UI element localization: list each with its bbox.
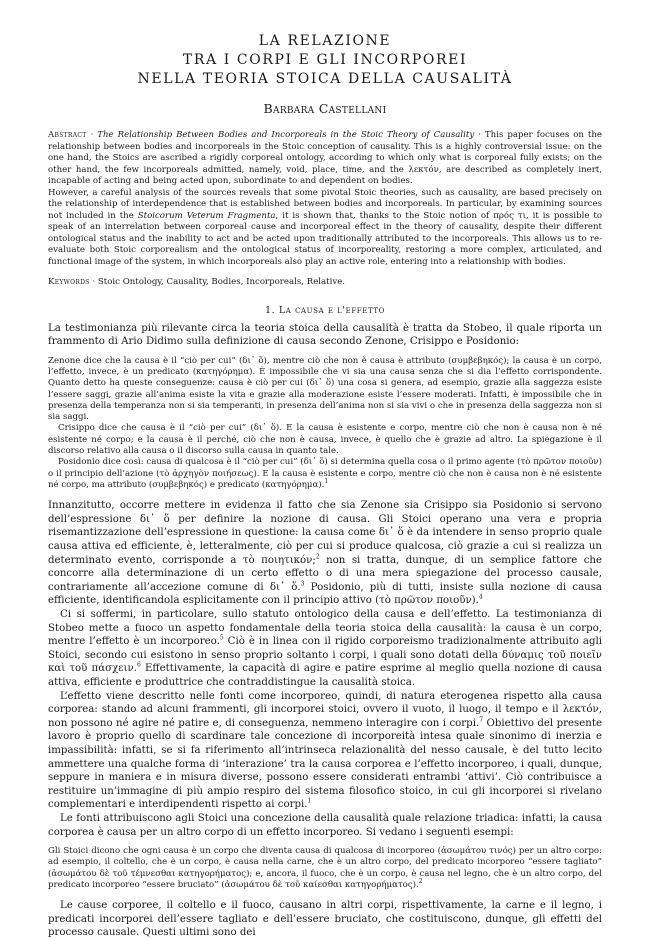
quote2-text xyxy=(48,846,602,891)
article-title xyxy=(48,32,602,89)
quote1-crisippo: Crisippo dice che causa è il “ciò per cui” (δι᾽ ὅ). E la causa è esistente e corpo, mentre ciò che non è causa non è né esistente né corpo; e la causa è il perché, ciò che non è causa, invece, è quello che è grazie ad altro. La spiegazione è il discorso relativo alla causa o il discorso sulla causa in quanto tale. xyxy=(48,423,602,457)
paragraph-2-text-c: Posidonio, più di tutti, insiste sulla nozione di causa efficiente, identificandola esplicitamente con il principio attivo (τὸ πρῶτον ποιοῦν). xyxy=(48,582,602,607)
title-line-3: NELLA TEORIA STOICA DELLA CAUSALITÀ xyxy=(48,70,602,89)
keywords xyxy=(48,277,602,289)
quote1-posidonio-text: Posidonio dice così: causa di qualcosa è il “ciò per cui” (δι᾽ ὅ) si determina quella cosa o il primo agente (τὸ πρῶτον ποιοῦν) o il principio dell’azione (τὸ ἀρχηγὸν ποιήσεως). E la causa è esistente e corpo, mentre ciò che non è causa non è né esistente né corpo, ma attributo (συμβεβηκός) e predicato (κατηγόρημα). xyxy=(48,457,602,490)
paragraph-2-text-a: Innanzitutto, occorre mettere in evidenza il fatto che sia Zenone sia Crisippo sia Posidonio si servono dell’espressione δι᾽ ὅ per definire la nozione di causa. Gli Stoici operano una vera e propria risemantizzazione dell’espressione in questione: la causa come δι᾽ ὅ è da intendere in senso proprio quale causa attiva ed efficiente, è, letteralmente, ciò per cui si produce qualcosa, ciò grazie a cui si realizza un determinato evento, corrisponde a τὸ ποιητικόν; xyxy=(48,500,602,565)
abstract-label: Abstract xyxy=(48,130,87,140)
section-heading: 1. La causa e l'effetto xyxy=(48,305,602,316)
title-line-1: LA RELAZIONE xyxy=(48,32,602,51)
block-quote-2 xyxy=(48,846,602,891)
keywords-text: · Stoic Ontology, Causality, Bodies, Incorporeals, Relative. xyxy=(90,277,345,287)
intro-paragraph: La testimonianza più rilevante circa la teoria stoica della causalità è tratta da Stobeo, il quale riporta un frammento di Ario Didimo sulla definizione di causa secondo Zenone, Crisippo e Posidonio: xyxy=(48,322,602,349)
abstract-text-2b: , it is shown that, thanks to the Stoic notion of πρός τι, it is possible to speak of an interrelation between corporeal cause and incorporeal effect in the theory of causality, despite their different ontological status and the inability to act and be acted upon traditionally attributed to the incorporeals. This allows us to re-evaluate both Stoic corporealism and the ontological status of incorporeality, restoring a more complex, articulated, and functional image of the system, in which incorporeals also play an active role, entering into a relationship with bodies. xyxy=(48,211,602,267)
paragraph-3-text-a: Ci si soffermi, in particolare, sullo statuto ontologico della causa e dell’effetto. La testimonianza di Stobeo mette a fuoco un aspetto fondamentale della teoria stoica della causalità: la causa è un corpo, mentre l’effetto è un incorporeo. xyxy=(48,609,602,647)
title-line-2: TRA I CORPI E GLI INCORPOREI xyxy=(48,51,602,70)
author-name: Barbara Castellani xyxy=(48,101,602,116)
quote2-body: Gli Stoici dicono che ogni causa è un corpo che diventa causa di qualcosa di incorporeo (ἀσωμάτου τινός) per un altro corpo: ad esempio, il coltello, che è un corpo, è causa nella carne, che è un altro corpo, del predicato incorporeo “essere tagliato” (ἀσωμάτου δὲ τοῦ τέμνεσθαι κατηγορήματος); e, ancora, il fuoco, che è un corpo, è causa nel legno, che è un altro corpo, del predicato incorporeo “essere bruciato” (ἀσωμάτου δὲ τοῦ καίεσθαι κατηγορήματος). xyxy=(48,846,602,890)
paragraph-4-text-a: L’effetto viene descritto nelle fonti come incorporeo, quindi, di natura eterogenea rispetto alla causa corporea: stando ad alcuni frammenti, gli incorporei stoici, ovvero il vuoto, il luogo, il tempo e il λεκτόν, non possono né agire né patire e, di conseguenza, nemmeno interagire con i corpi. xyxy=(48,691,602,729)
footnote-ref: 2 xyxy=(419,878,423,885)
footnote-ref: 4 xyxy=(479,594,483,601)
footnote-ref: 3 xyxy=(301,580,305,587)
abstract-paragraph-1 xyxy=(48,130,602,188)
abstract-text-2a: However, a careful analysis of the sources reveals that some pivotal Stoic theories, such as causality, are based precisely on the relationship of interdependence that is established between bodies and incorporeals. In particular, by examining sources not included in the xyxy=(48,188,602,221)
paragraph-4-text-b: Obiettivo del presente lavoro è proprio quello di scardinare tale concezione di incorporeità intesa quale sinonimo di inerzia e impassibilità: infatti, se si fa riferimento all’intrinseca relazionalità del nesso causale, è del tutto lecito ammettere una qualche forma di ‘interazione’ tra la causa corporea e l’effetto incorporeo, i quali, dunque, seppure in maniera e in misura diverse, possono essere considerati entrambi ‘attivi’. Ciò contribuisce a restituire un’immagine di più ampio respiro del sistema filosofico stoico, in cui gli incorporei si rivelano complementari e interdipendenti rispetto ai corpi. xyxy=(48,718,602,811)
quote1-zenone: Zenone dice che la causa è il “ciò per cui” (δι᾽ ὅ), mentre ciò che non è causa è attributo (συμβεβηκός); la causa è un corpo, l’effetto, invece, è un predicato (κατηγόρημα). È impossibile che vi sia una causa senza che si dia l’effetto corrispondente. Quanto detto ha queste conseguenze: causa è ciò per cui (δι᾽ ὅ) una cosa si genera, ad esempio, grazie alla saggezza esiste l’essere saggi, grazie all’anima esiste la vita e grazie alla moderazione esiste l’essere moderati. Infatti, è impossibile che in presenza della temperanza non si sia temperanti, in presenza dell’anima non si sia vivi o che in presenza della saggezza non si sia saggi. xyxy=(48,356,602,424)
abstract-paragraph-2 xyxy=(48,188,602,269)
block-quote-1 xyxy=(48,356,602,492)
quote1-posidonio xyxy=(48,457,602,491)
abstract xyxy=(48,130,602,268)
paragraph-2 xyxy=(48,499,602,608)
footnote-ref: 7 xyxy=(479,716,483,723)
abstract-separator: · xyxy=(87,130,98,140)
paragraph-2-text-b: non si tratta, dunque, di un semplice fattore che concorre alla determinazione di un certo effetto o di una mera spiegazione del processo causale, contrariamente all’accezione comune di δι᾽ ὅ. xyxy=(48,555,602,593)
abstract-svf-title: Stoicorum Veterum Fragmenta xyxy=(138,211,276,221)
abstract-text-1: · This paper focuses on the relationship between bodies and incorporeals in the Stoic conception of causality. This is a highly controversial issue: on the one hand, the Stoics are ascribed a rigidly corporeal ontology, according to which only what is corporeal fully exists; on the other hand, the few incorporeals admitted, namely, void, place, time, and the λεκτόν, are described as completely inert, incapable of acting and being acted upon, subordinate to and dependent on bodies. xyxy=(48,130,602,186)
footnote-ref: 2 xyxy=(316,553,320,560)
abstract-english-title: The Relationship Between Bodies and Incorporeals in the Stoic Theory of Causality xyxy=(97,130,474,140)
paragraph-3 xyxy=(48,608,602,690)
body-text xyxy=(48,322,602,940)
keywords-label: Keywords xyxy=(48,277,90,287)
paragraph-3-text-b: Ciò è in linea con il rigido corporeismo tradizionalmente attribuito agli Stoici, secondo cui esistono in senso proprio soltanto i corpi, i quali sono dotati della δύναμις τοῦ ποιεῖν καὶ τοῦ πάσχειν. xyxy=(48,636,602,674)
footnote-ref: 5 xyxy=(220,635,224,642)
footnote-ref: 1 xyxy=(308,798,312,805)
footnote-ref: 6 xyxy=(137,662,141,669)
paragraph-4 xyxy=(48,690,602,812)
paragraph-5: Le fonti attribuiscono agli Stoici una concezione della causalità quale relazione triadica: infatti, la causa corporea è causa per un altro corpo di un effetto incorporeo. Si vedano i seguenti esempi: xyxy=(48,812,602,839)
paragraph-3-text-c: Effettivamente, la capacità di agire e patire esprime al meglio quella nozione di causa attiva, efficiente e produttrice che contraddistingue la causalità stoica. xyxy=(48,663,602,688)
footnote-ref: 1 xyxy=(324,478,328,485)
paragraph-6: Le cause corporee, il coltello e il fuoco, causano in altri corpi, rispettivamente, la carne e il legno, i predicati incorporei dell’essere tagliato e dell’essere bruciato, che costituiscono, dunque, gli effetti del processo causale. Questi ultimi sono dei xyxy=(48,899,602,940)
